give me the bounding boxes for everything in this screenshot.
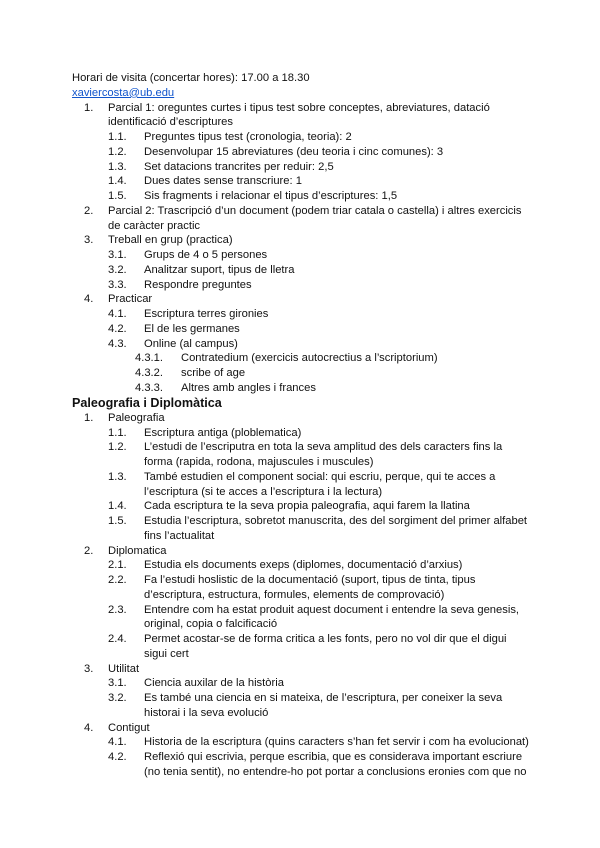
sub-list-item-continuation bbox=[0, 455, 600, 470]
list-item bbox=[0, 721, 600, 736]
list-item bbox=[0, 204, 600, 219]
sub-list-item bbox=[0, 440, 600, 455]
list-number: 1.3. bbox=[108, 470, 127, 483]
list-item-continuation-text: de caràcter practic bbox=[108, 219, 201, 232]
list-number: 3.1. bbox=[108, 677, 127, 690]
visiting-hours bbox=[0, 71, 600, 86]
list-number: 1.2. bbox=[108, 441, 127, 454]
sub-sub-list-item-text: Contratedium (exercicis autocrectius a l’scriptorium) bbox=[181, 352, 438, 365]
sub-list-item-text: Online (al campus) bbox=[144, 337, 238, 350]
list-item bbox=[0, 411, 600, 426]
sub-list-item bbox=[0, 322, 600, 337]
sub-list-item-continuation bbox=[0, 485, 600, 500]
sub-list-item bbox=[0, 307, 600, 322]
list-item bbox=[0, 101, 600, 116]
sub-list-item-continuation-text: (no tenia sentit), no entendre-ho pot portar a conclusions eronies com que no bbox=[144, 765, 527, 778]
sub-list-item bbox=[0, 130, 600, 145]
sub-list-item bbox=[0, 558, 600, 573]
list-number: 4.3.3. bbox=[135, 381, 163, 394]
list-number: 4. bbox=[84, 293, 94, 306]
sub-sub-list-item-text: Altres amb angles i frances bbox=[181, 381, 316, 394]
list-number: 4.3.2. bbox=[135, 367, 163, 379]
sub-sub-list-item bbox=[0, 366, 600, 381]
sub-list-item bbox=[0, 632, 600, 647]
email-link bbox=[0, 86, 600, 101]
sub-list-item bbox=[0, 189, 600, 204]
list-number: 4.3.1. bbox=[135, 352, 163, 365]
sub-list-item-continuation-text: fins l’actualitat bbox=[144, 529, 215, 542]
list-item bbox=[0, 544, 600, 559]
list-number: 1. bbox=[84, 411, 94, 424]
sub-list-item-text: Estudia els documents exeps (diplomes, documentació d’arxius) bbox=[144, 559, 463, 572]
sub-list-item-text: Ciencia auxilar de la història bbox=[144, 677, 284, 690]
sub-list-item-text: Desenvolupar 15 abreviatures (deu teoria i cinc comunes): 3 bbox=[144, 145, 444, 158]
sub-list-item-text: Entendre com ha estat produit aquest document i entendre la seva genesis, bbox=[144, 603, 520, 616]
email-link-text[interactable]: xaviercosta@ub.edu bbox=[72, 86, 175, 99]
sub-sub-list-item bbox=[0, 381, 600, 396]
sub-list-item-text: El de les germanes bbox=[144, 322, 240, 335]
sub-list-item-text: Estudia l’escriptura, sobretot manuscrita, des del sorgiment del primer alfabet bbox=[144, 515, 528, 527]
list-number: 2.3. bbox=[108, 603, 127, 616]
sub-list-item bbox=[0, 573, 600, 588]
sub-list-item bbox=[0, 248, 600, 263]
sub-list-item-text: Cada escriptura te la seva propia paleografia, aqui farem la llatina bbox=[144, 500, 470, 513]
sub-list-item-text: També estudien el component social: qui escriu, perque, qui te acces a bbox=[144, 470, 496, 483]
section-heading bbox=[0, 396, 600, 411]
list-item bbox=[0, 233, 600, 248]
sub-list-item bbox=[0, 514, 600, 529]
list-item-text: Diplomatica bbox=[108, 544, 167, 557]
sub-list-item bbox=[0, 735, 600, 750]
list-item-text: Paleografia bbox=[108, 411, 165, 424]
list-number: 1.5. bbox=[108, 190, 127, 202]
list-item-continuation-text: identificació d’escriptures bbox=[108, 116, 233, 129]
list-item bbox=[0, 292, 600, 307]
sub-list-item-continuation-text: l’escriptura (si te acces a l’escriptura i la lectura) bbox=[144, 485, 383, 498]
sub-list-item-text: Respondre preguntes bbox=[144, 278, 252, 291]
sub-list-item-continuation-text: d’escriptura, estructura, formules, elements de comprovació) bbox=[144, 588, 445, 601]
list-number: 4.3. bbox=[108, 337, 127, 350]
sub-list-item bbox=[0, 750, 600, 765]
sub-list-item bbox=[0, 470, 600, 485]
sub-sub-list-item-text: scribe of age bbox=[181, 367, 246, 379]
sub-list-item-continuation bbox=[0, 706, 600, 721]
list-item-text: Utilitat bbox=[108, 662, 140, 675]
sub-list-item-text: Permet acostar-se de forma critica a les fonts, pero no vol dir que el digui bbox=[144, 633, 507, 645]
sub-list-item-text: Escriptura antiga (ploblematica) bbox=[144, 426, 302, 439]
sub-list-item bbox=[0, 337, 600, 352]
sub-list-item-continuation-text: sigui cert bbox=[144, 647, 189, 660]
list-number: 1.5. bbox=[108, 515, 127, 527]
list-item-text: Contigut bbox=[108, 721, 150, 734]
list-item-continuation bbox=[0, 115, 600, 130]
sub-list-item-continuation-text: historai i la seva evolució bbox=[144, 706, 269, 719]
sub-list-item-text: Set datacions trancrites per reduir: 2,5 bbox=[144, 160, 334, 173]
list-number: 1.2. bbox=[108, 145, 127, 158]
sub-list-item bbox=[0, 278, 600, 293]
sub-list-item-text: Analitzar suport, tipus de lletra bbox=[144, 263, 295, 276]
list-item-text: Treball en grup (practica) bbox=[108, 234, 233, 247]
list-number: 4.2. bbox=[108, 322, 127, 335]
list-item-text: Practicar bbox=[108, 293, 153, 306]
list-item-text: Parcial 1: oreguntes curtes i tipus test sobre conceptes, abreviatures, datació bbox=[108, 101, 490, 114]
list-number: 3.2. bbox=[108, 263, 127, 276]
list-number: 3.3. bbox=[108, 278, 127, 291]
list-number: 3. bbox=[84, 234, 94, 247]
sub-list-item bbox=[0, 499, 600, 514]
list-number: 2.1. bbox=[108, 559, 127, 572]
sub-list-item-text: L’estudi de l’escriputra en tota la seva amplitud des dels caracters fins la bbox=[144, 441, 503, 454]
list-number: 1. bbox=[84, 101, 94, 114]
list-number: 4. bbox=[84, 721, 94, 734]
sub-list-item-continuation bbox=[0, 765, 600, 780]
list-number: 1.4. bbox=[108, 500, 127, 513]
list-number: 4.1. bbox=[108, 308, 127, 320]
sub-list-item-continuation-text: forma (rapida, rodona, majuscules i muscules) bbox=[144, 456, 374, 468]
list-number: 1.1. bbox=[108, 426, 127, 439]
list-item-continuation bbox=[0, 219, 600, 234]
sub-sub-list-item bbox=[0, 351, 600, 366]
sub-list-item-text: Escriptura terres gironies bbox=[144, 308, 269, 320]
section-heading-text: Paleografia i Diplomàtica bbox=[72, 396, 222, 410]
sub-list-item-text: Fa l’estudi hoslistic de la documentació (suport, tipus de tinta, tipus bbox=[144, 574, 476, 586]
sub-list-item-text: Preguntes tipus test (cronologia, teoria): 2 bbox=[144, 131, 352, 143]
sub-list-item bbox=[0, 676, 600, 691]
sub-list-item bbox=[0, 263, 600, 278]
list-number: 3.1. bbox=[108, 249, 127, 261]
sub-list-item bbox=[0, 145, 600, 160]
sub-list-item-continuation bbox=[0, 617, 600, 632]
list-number: 3.2. bbox=[108, 692, 127, 704]
sub-list-item-continuation bbox=[0, 588, 600, 603]
list-number: 2. bbox=[84, 204, 94, 217]
sub-list-item bbox=[0, 426, 600, 441]
list-number: 3. bbox=[84, 662, 94, 675]
sub-list-item-continuation bbox=[0, 647, 600, 662]
sub-list-item bbox=[0, 160, 600, 175]
sub-list-item-continuation bbox=[0, 529, 600, 544]
list-number: 2. bbox=[84, 544, 94, 557]
list-number: 1.1. bbox=[108, 131, 127, 143]
list-number: 4.1. bbox=[108, 736, 127, 749]
list-number: 4.2. bbox=[108, 751, 127, 763]
sub-list-item-text: Dues dates sense transcriure: 1 bbox=[144, 175, 302, 188]
list-number: 1.3. bbox=[108, 160, 127, 173]
visiting-hours-text: Horari de visita (concertar hores): 17.00 a 18.30 bbox=[72, 72, 310, 84]
list-number: 2.2. bbox=[108, 574, 127, 586]
sub-list-item-text: Reflexió qui escrivia, perque escribia, que es considerava important escriure bbox=[144, 751, 523, 763]
list-item-text: Parcial 2: Trascripció d’un document (podem triar catala o castella) i altres exercicis bbox=[108, 204, 522, 217]
sub-list-item-text: Es també una ciencia en si mateixa, de l’escriptura, per coneixer la seva bbox=[144, 692, 503, 704]
list-number: 1.4. bbox=[108, 175, 127, 188]
sub-list-item-continuation-text: original, copia o falcificació bbox=[144, 618, 278, 631]
sub-list-item bbox=[0, 603, 600, 618]
list-number: 2.4. bbox=[108, 633, 127, 645]
sub-list-item-text: Sis fragments i relacionar el tipus d’escriptures: 1,5 bbox=[144, 190, 398, 202]
list-item bbox=[0, 662, 600, 677]
sub-list-item bbox=[0, 691, 600, 706]
sub-list-item bbox=[0, 174, 600, 189]
sub-list-item-text: Historia de la escriptura (quins caracters s’han fet servir i com ha evolucionat) bbox=[144, 736, 529, 749]
sub-list-item-text: Grups de 4 o 5 persones bbox=[144, 249, 268, 261]
